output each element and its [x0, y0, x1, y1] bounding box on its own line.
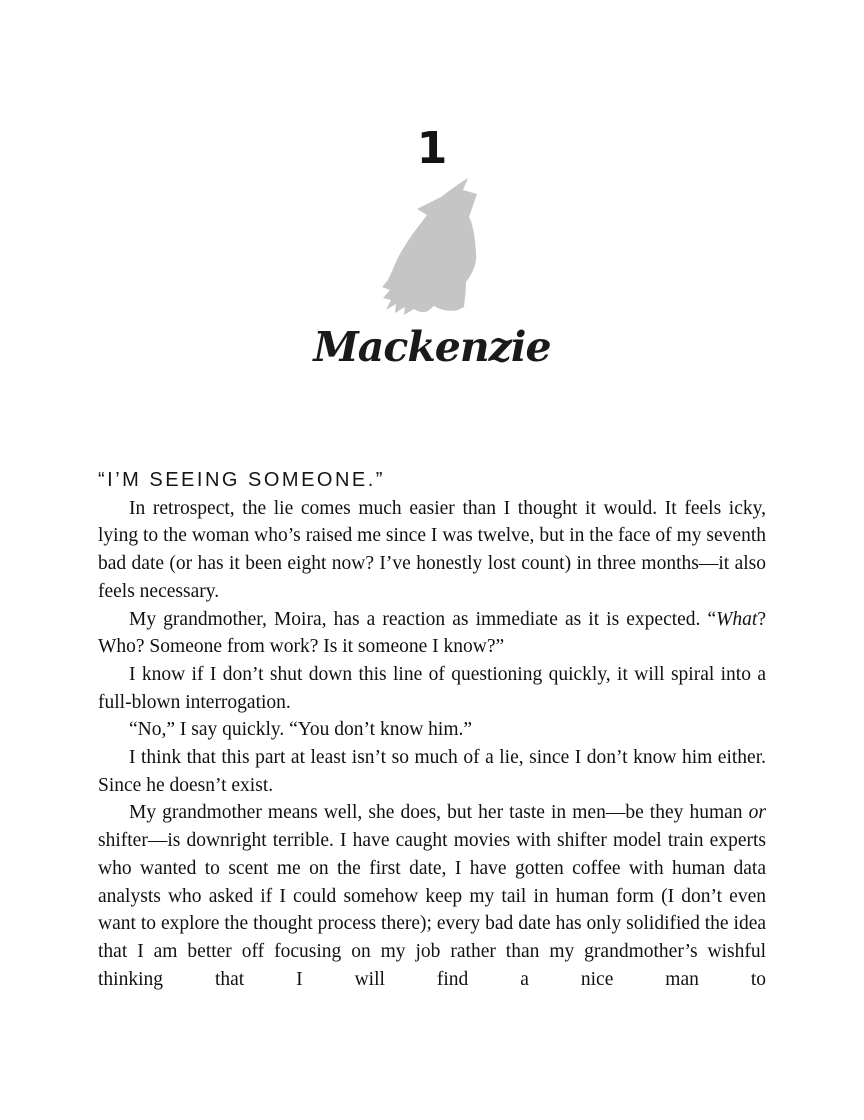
paragraph-6: [98, 799, 766, 993]
paragraph-text: I know if I don’t shut down this line of questioning quickly, it will spiral into a full-blown interrogation.: [98, 663, 766, 713]
paragraph-1: [98, 495, 766, 606]
chapter-title: Mackenzie: [313, 323, 551, 371]
paragraph-text: In retrospect, the lie comes much easier than I thought it would. It feels icky, lying to the woman who’s raised me since I was twelve, but in the face of my seventh bad date (or has it been eight now? I’ve honestly lost count) in three months—it also feels necessary.: [98, 497, 766, 602]
paragraph-text: My grandmother means well, she does, but her taste in men—be they human: [129, 802, 749, 824]
paragraph-text: shifter—is downright terrible. I have caught movies with shifter model train experts who wanted to scent me on the first date, I have gotten coffee with human data analysts who asked if I could somehow keep my tail in human form (I don’t even want to explore the thought process there); every bad date has only solidified the idea that I am better off focusing on my job rather than my grandmother’s wishful thinking that I will find a nice man to: [98, 830, 766, 990]
howling-wolf-icon: [380, 177, 484, 315]
chapter-ornament: [98, 177, 766, 317]
paragraph-4: [98, 716, 766, 744]
paragraph-3: [98, 661, 766, 716]
opening-dialogue-line: “I’M SEEING SOMEONE.”: [98, 469, 385, 491]
paragraph-text: ? Who? Someone from work? Is it someone I know?”: [98, 608, 766, 658]
italic-word: or: [748, 802, 766, 824]
italic-word: What: [716, 608, 758, 630]
chapter-number: 1: [416, 123, 448, 174]
paragraph-text: “No,” I say quickly. “You don’t know him.”: [129, 719, 473, 741]
paragraph-2: [98, 606, 766, 661]
paragraph-text: I think that this part at least isn’t so much of a lie, since I don’t know him either. Since he doesn’t exist.: [98, 747, 766, 796]
body-text: [98, 467, 766, 993]
paragraph-text: My grandmother, Moira, has a reaction as immediate as it is expected. “: [129, 608, 717, 630]
paragraph-5: [98, 744, 766, 799]
